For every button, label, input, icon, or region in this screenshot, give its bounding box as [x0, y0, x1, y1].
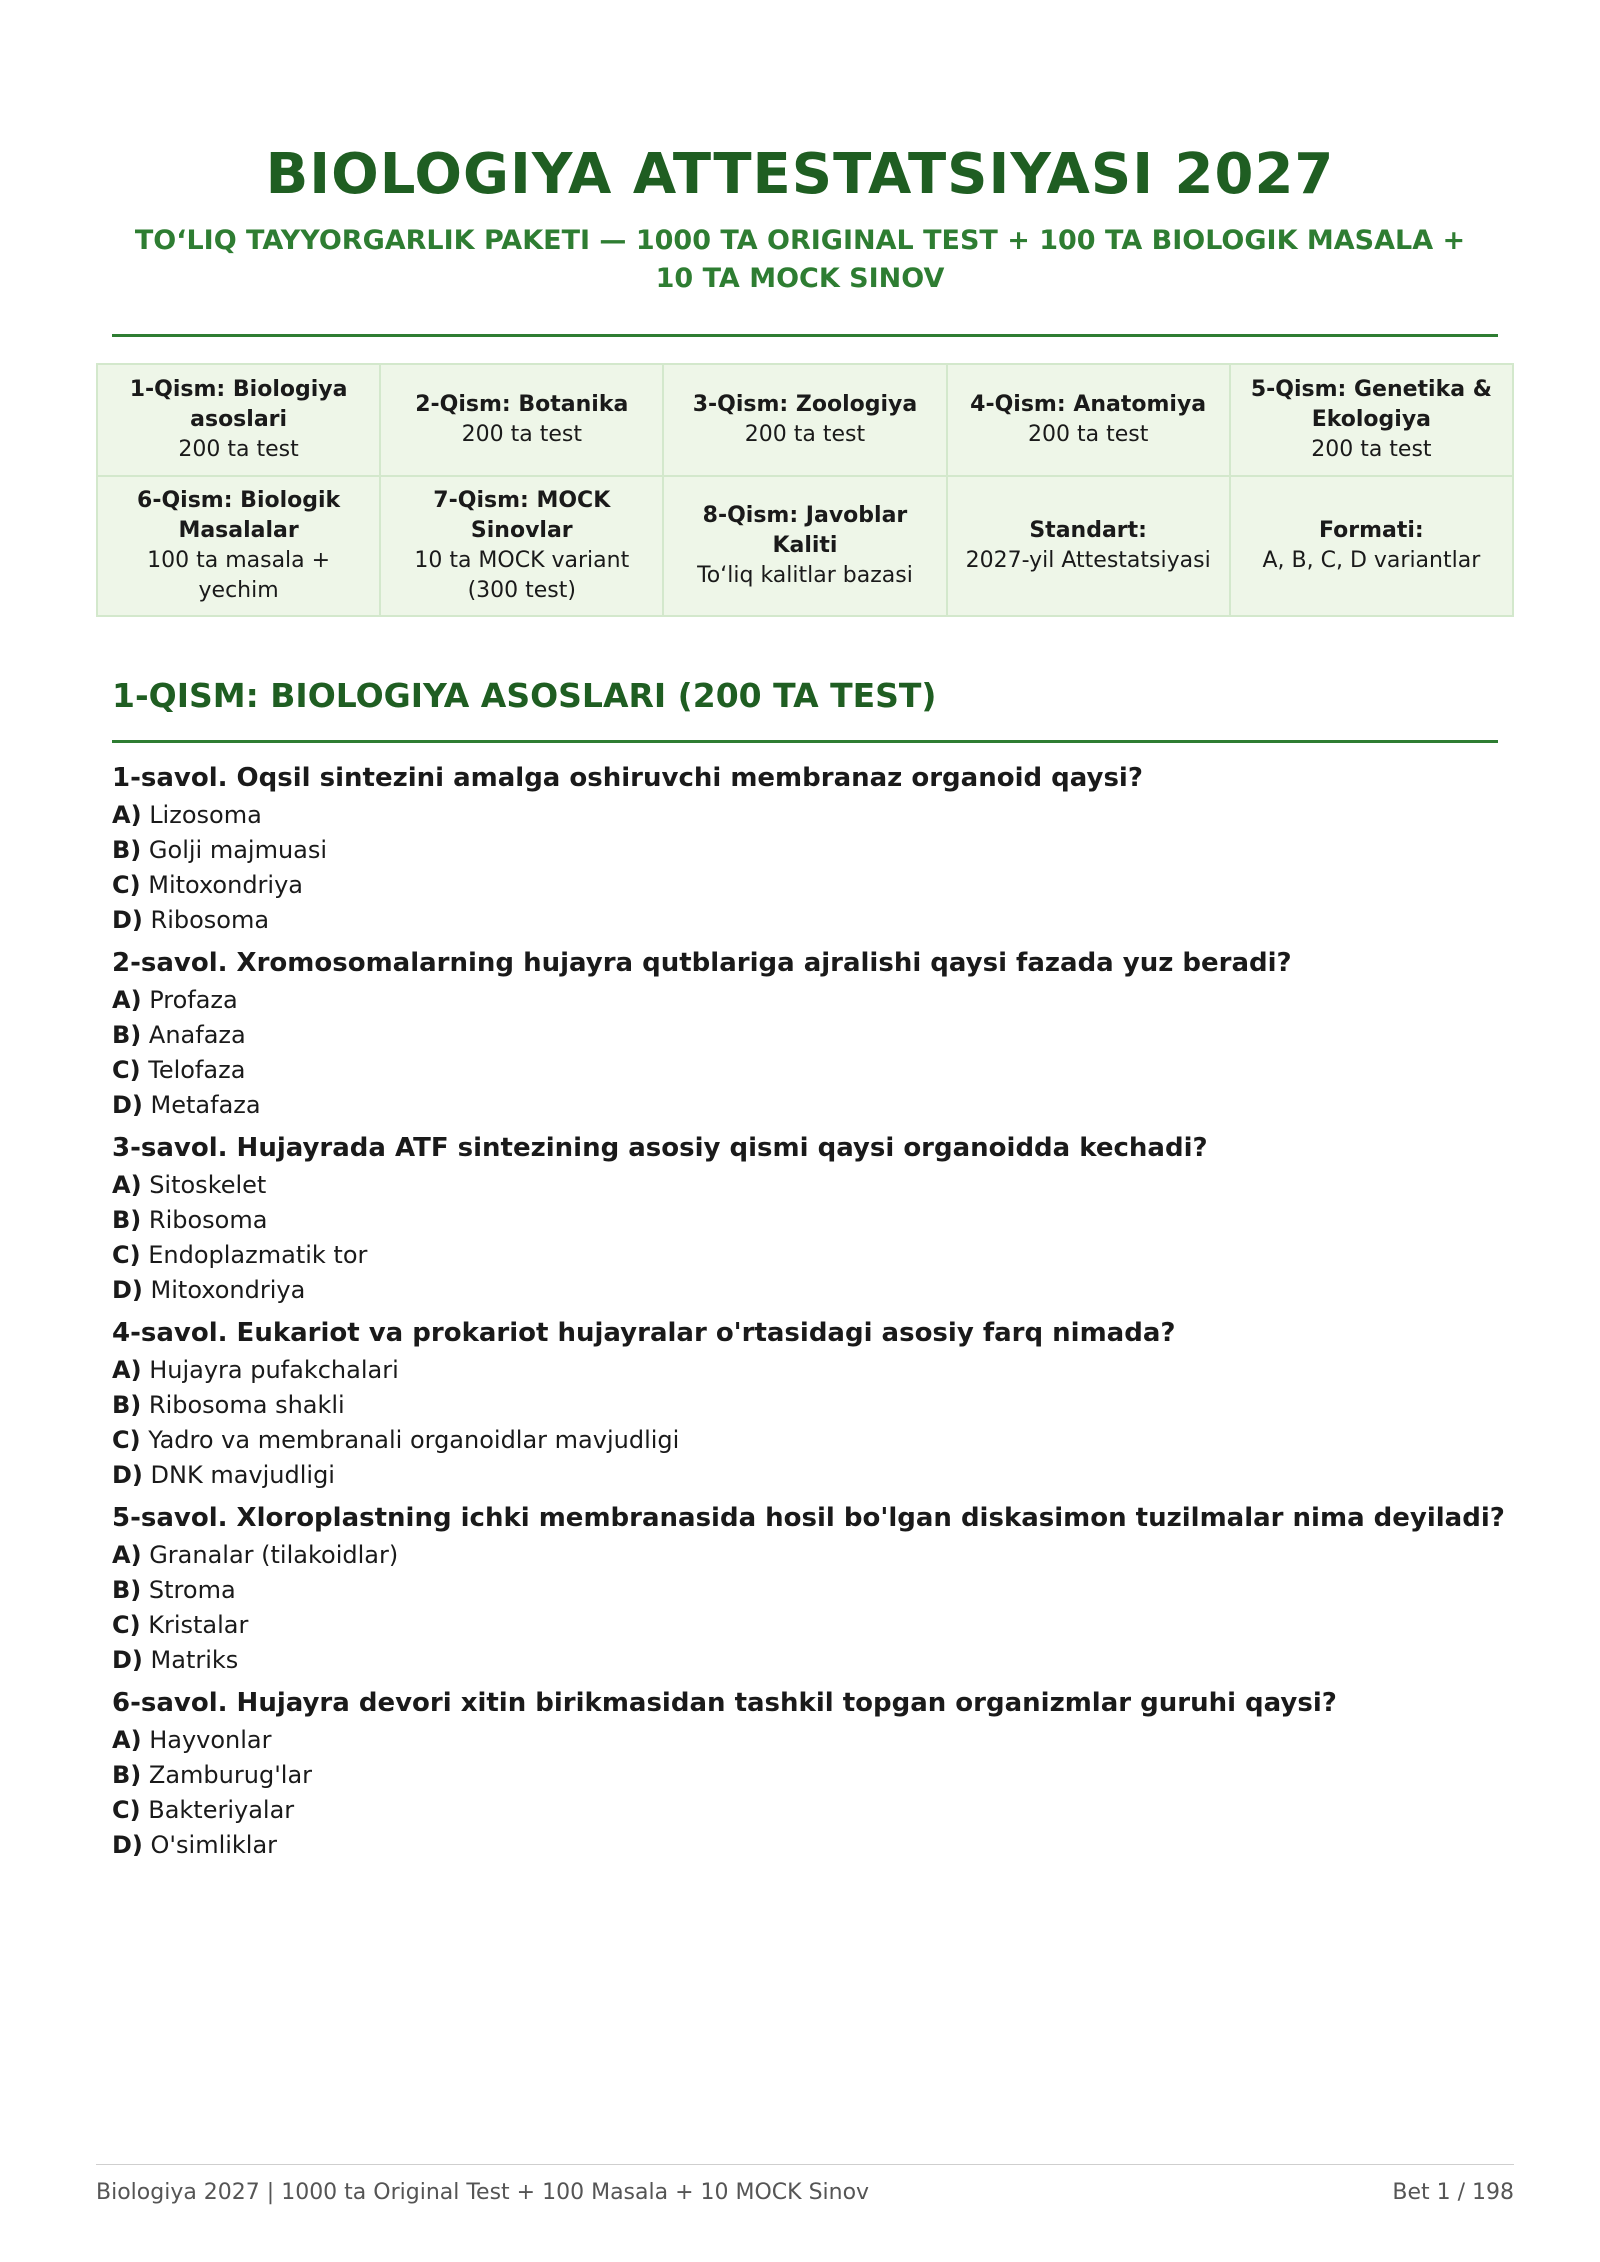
- option-letter: B): [112, 1021, 142, 1049]
- answer-option: [112, 1643, 1512, 1678]
- document-title: BIOLOGIYA ATTESTATSIYASI 2027: [265, 142, 1335, 207]
- option-text: Zamburug'lar: [148, 1761, 313, 1789]
- overview-cell-title: 7-Qism: MOCK Sinovlar: [433, 488, 611, 543]
- footer-divider: [96, 2164, 1514, 2165]
- overview-cell-detail: 10 ta MOCK variant (300 test): [414, 548, 630, 603]
- page-number: Bet 1 / 198: [1392, 2180, 1514, 2205]
- question-item: [112, 1313, 1512, 1493]
- option-text: Sitoskelet: [149, 1171, 267, 1199]
- overview-cell-title: 5-Qism: Genetika & Ekologiya: [1250, 377, 1492, 432]
- question-text: 1-savol. Oqsil sintezini amalga oshiruvchi membranaz organoid qaysi?: [112, 763, 1143, 793]
- overview-cell-detail: A, B, C, D variantlar: [1262, 548, 1481, 573]
- option-text: Telofaza: [148, 1056, 246, 1084]
- overview-row: [97, 476, 1513, 616]
- option-text: Stroma: [148, 1576, 236, 1604]
- option-text: Metafaza: [150, 1091, 261, 1119]
- overview-cell: [1230, 476, 1513, 616]
- question-item: [112, 1683, 1512, 1863]
- option-text: O'simliklar: [150, 1831, 278, 1859]
- answer-option: [112, 1608, 1512, 1643]
- footer-document-info: Biologiya 2027 | 1000 ta Original Test + 100 Masala + 10 MOCK Sinov: [96, 2180, 870, 2205]
- answer-option: [112, 1828, 1512, 1863]
- overview-cell: [1230, 364, 1513, 476]
- answer-option: [112, 868, 1512, 903]
- question-text: 6-savol. Hujayra devori xitin birikmasidan tashkil topgan organizmlar guruhi qaysi?: [112, 1688, 1337, 1718]
- overview-cell: [663, 476, 946, 616]
- overview-cell: [97, 476, 380, 616]
- option-letter: C): [112, 1056, 141, 1084]
- answer-option: [112, 1758, 1512, 1793]
- option-text: Ribosoma shakli: [148, 1391, 345, 1419]
- overview-cell: [380, 476, 663, 616]
- option-letter: C): [112, 1796, 141, 1824]
- answer-option: [112, 1423, 1512, 1458]
- overview-cell-detail: 100 ta masala + yechim: [147, 548, 331, 603]
- title-divider: [112, 334, 1498, 337]
- overview-cell-title: Standart:: [1029, 518, 1147, 543]
- option-text: Ribosoma: [150, 906, 270, 934]
- answer-option: [112, 1353, 1512, 1388]
- option-letter: B): [112, 1391, 142, 1419]
- contents-overview-table: [96, 363, 1514, 617]
- option-text: Mitoxondriya: [150, 1276, 306, 1304]
- option-text: Hayvonlar: [149, 1726, 272, 1754]
- option-text: Lizosoma: [149, 801, 262, 829]
- answer-option: [112, 1793, 1512, 1828]
- option-text: Endoplazmatik tor: [148, 1241, 368, 1269]
- option-text: Kristalar: [148, 1611, 249, 1639]
- overview-cell-title: 2-Qism: Botanika: [415, 392, 629, 417]
- option-letter: A): [112, 1726, 142, 1754]
- option-text: Hujayra pufakchalari: [149, 1356, 399, 1384]
- answer-option: [112, 1388, 1512, 1423]
- option-letter: D): [112, 1461, 143, 1489]
- answer-option: [112, 983, 1512, 1018]
- option-letter: D): [112, 1646, 143, 1674]
- option-letter: A): [112, 1541, 142, 1569]
- option-letter: D): [112, 1831, 143, 1859]
- answer-option: [112, 1273, 1512, 1308]
- option-letter: D): [112, 906, 143, 934]
- overview-cell-title: 8-Qism: Javoblar Kaliti: [702, 503, 908, 558]
- answer-option: [112, 1538, 1512, 1573]
- question-text: 3-savol. Hujayrada ATF sintezining asosiy qismi qaysi organoidda kechadi?: [112, 1133, 1208, 1163]
- option-letter: A): [112, 1171, 142, 1199]
- overview-cell-detail: 2027-yil Attestatsiyasi: [965, 548, 1211, 573]
- question-text: 5-savol. Xloroplastning ichki membranasida hosil bo'lgan diskasimon tuzilmalar nima deyiladi?: [112, 1503, 1505, 1533]
- answer-option: [112, 1458, 1512, 1493]
- question-text: 4-savol. Eukariot va prokariot hujayralar o'rtasidagi asosiy farq nimada?: [112, 1318, 1176, 1348]
- overview-cell-title: Formati:: [1319, 518, 1424, 543]
- option-letter: B): [112, 1576, 142, 1604]
- option-text: Yadro va membranali organoidlar mavjudligi: [148, 1426, 680, 1454]
- option-text: Profaza: [149, 986, 238, 1014]
- option-letter: B): [112, 836, 142, 864]
- option-letter: B): [112, 1206, 142, 1234]
- option-text: DNK mavjudligi: [150, 1461, 335, 1489]
- overview-row: [97, 364, 1513, 476]
- option-letter: D): [112, 1091, 143, 1119]
- option-letter: A): [112, 801, 142, 829]
- overview-cell: [947, 364, 1230, 476]
- answer-option: [112, 1018, 1512, 1053]
- answer-option: [112, 1238, 1512, 1273]
- answer-option: [112, 798, 1512, 833]
- answer-option: [112, 1723, 1512, 1758]
- overview-cell-title: 3-Qism: Zoologiya: [692, 392, 918, 417]
- option-letter: A): [112, 986, 142, 1014]
- answer-option: [112, 833, 1512, 868]
- answer-option: [112, 1053, 1512, 1088]
- answer-option: [112, 1573, 1512, 1608]
- question-item: [112, 758, 1512, 938]
- option-text: Bakteriyalar: [148, 1796, 295, 1824]
- section-divider: [112, 740, 1498, 743]
- option-letter: C): [112, 1241, 141, 1269]
- option-letter: C): [112, 1611, 141, 1639]
- question-text: 2-savol. Xromosomalarning hujayra qutblariga ajralishi qaysi fazada yuz beradi?: [112, 948, 1292, 978]
- option-text: Golji majmuasi: [148, 836, 328, 864]
- question-list: [112, 758, 1512, 1868]
- overview-cell-detail: 200 ta test: [461, 422, 582, 447]
- overview-cell-title: 4-Qism: Anatomiya: [970, 392, 1207, 417]
- option-text: Granalar (tilakoidlar): [149, 1541, 399, 1569]
- answer-option: [112, 903, 1512, 938]
- overview-cell-detail: 200 ta test: [1311, 437, 1432, 462]
- overview-cell-detail: 200 ta test: [1027, 422, 1149, 447]
- option-text: Mitoxondriya: [148, 871, 304, 899]
- overview-cell-title: 6-Qism: Biologik Masalalar: [137, 488, 341, 543]
- option-letter: D): [112, 1276, 143, 1304]
- option-letter: C): [112, 871, 141, 899]
- option-text: Matriks: [150, 1646, 239, 1674]
- section-heading: 1-QISM: BIOLOGIYA ASOSLARI (200 TA TEST): [112, 676, 937, 715]
- overview-cell-title: 1-Qism: Biologiya asoslari: [129, 377, 348, 432]
- overview-cell: [663, 364, 946, 476]
- question-item: [112, 1128, 1512, 1308]
- question-item: [112, 943, 1512, 1123]
- answer-option: [112, 1168, 1512, 1203]
- overview-cell-detail: 200 ta test: [744, 422, 866, 447]
- question-item: [112, 1498, 1512, 1678]
- answer-option: [112, 1203, 1512, 1238]
- overview-cell-detail: 200 ta test: [178, 437, 299, 462]
- document-subtitle: TO‘LIQ TAYYORGARLIK PAKETI — 1000 TA ORIGINAL TEST + 100 TA BIOLOGIK MASALA + 10 TA MOCK SINOV: [134, 225, 1466, 294]
- option-letter: A): [112, 1356, 142, 1384]
- overview-cell-detail: To‘liq kalitlar bazasi: [697, 563, 913, 588]
- overview-cell: [380, 364, 663, 476]
- overview-cell: [947, 476, 1230, 616]
- overview-cell: [97, 364, 380, 476]
- option-text: Anafaza: [148, 1021, 246, 1049]
- option-letter: C): [112, 1426, 141, 1454]
- option-text: Ribosoma: [148, 1206, 268, 1234]
- option-letter: B): [112, 1761, 142, 1789]
- answer-option: [112, 1088, 1512, 1123]
